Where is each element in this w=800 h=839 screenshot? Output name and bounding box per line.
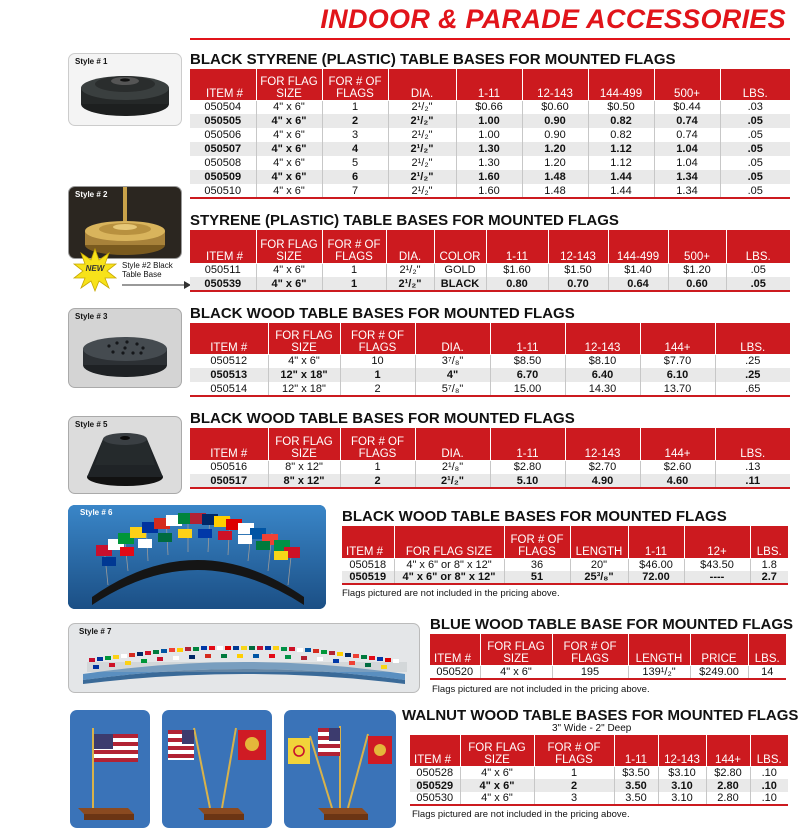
table-cell: 3.50: [614, 792, 658, 805]
table-cell: $3.50: [614, 766, 658, 779]
table-cell: .05: [720, 128, 790, 142]
table-row: [342, 571, 788, 584]
table-cell: .05: [726, 263, 790, 277]
table-cell: .65: [715, 382, 790, 396]
table-cell: 2: [322, 114, 388, 128]
table-cell: 0.64: [608, 277, 668, 291]
price-table-wood-black-c: [342, 526, 788, 585]
table-body: [190, 263, 790, 291]
section-title: BLACK WOOD TABLE BASES FOR MOUNTED FLAGS: [190, 305, 575, 322]
table-row: [190, 354, 790, 368]
col-header: FOR FLAG SIZE: [268, 428, 340, 460]
table-cell: 195: [552, 665, 628, 679]
product-photo-style-5: [68, 416, 182, 494]
table-cell: 3.50: [614, 779, 658, 792]
price-table-wood-blue: [430, 634, 786, 680]
table-cell: 10: [340, 354, 415, 368]
col-header: LBS.: [750, 735, 788, 766]
table-cell: 13.70: [640, 382, 715, 396]
col-header: 1-11: [490, 428, 565, 460]
table-cell: 050519: [342, 571, 394, 584]
product-photo-style-3: [68, 308, 182, 388]
table-row: [410, 779, 788, 792]
col-header: 500+: [654, 69, 720, 100]
table-cell: $1.40: [608, 263, 668, 277]
table-cell: 4" x 6": [256, 170, 322, 184]
table-cell: 1: [322, 100, 388, 114]
table-cell: 050520: [430, 665, 480, 679]
table-cell: 1: [340, 368, 415, 382]
table-cell: .05: [720, 184, 790, 198]
callout-arrow: [120, 280, 192, 290]
product-photo-walnut-triple: [284, 710, 396, 828]
col-header: LBS.: [715, 428, 790, 460]
price-table-wood-black-a: [190, 323, 790, 397]
table-cell: 5.10: [490, 474, 565, 488]
table-cell: .10: [750, 792, 788, 805]
table-row: [190, 142, 790, 156]
price-table-walnut: [410, 735, 788, 806]
table-cell: $2.80: [706, 766, 750, 779]
walnut-base-single-flag-image: [70, 710, 150, 828]
table-cell: 050518: [342, 558, 394, 571]
table-cell: 20": [570, 558, 628, 571]
table-cell: 4" x 6": [460, 766, 534, 779]
product-photo-style-6: [68, 505, 326, 609]
table-cell: 0.82: [588, 128, 654, 142]
table-cell: $7.70: [640, 354, 715, 368]
table-cell: 4" x 6": [256, 114, 322, 128]
table-row: [190, 474, 790, 488]
table-cell: $0.66: [456, 100, 522, 114]
table-cell: 2¹/₂": [388, 170, 456, 184]
table-body: [342, 558, 788, 584]
table-cell: 36: [504, 558, 570, 571]
style-label: Style # 1: [75, 57, 108, 66]
section-title: BLACK WOOD TABLE BASES FOR MOUNTED FLAGS: [190, 410, 575, 427]
table-cell: 1.20: [522, 142, 588, 156]
table-body: [190, 100, 790, 198]
table-cell: BLACK: [434, 277, 486, 291]
table-cell: 3⁷/₈": [415, 354, 490, 368]
col-header: LBS.: [726, 230, 790, 263]
col-header: PRICE: [690, 634, 748, 665]
flag-arch-image: [68, 505, 326, 609]
table-row: [190, 170, 790, 184]
table-cell: 4" x 6": [256, 184, 322, 198]
table-row: [190, 100, 790, 114]
col-header: 144+: [706, 735, 750, 766]
col-header: LBS.: [748, 634, 786, 665]
table-cell: 1.34: [654, 170, 720, 184]
col-header: ITEM #: [190, 428, 268, 460]
col-header: FOR FLAG SIZE: [480, 634, 552, 665]
table-cell: 0.90: [522, 128, 588, 142]
table-row: [190, 277, 790, 291]
price-table-styrene-gold-black: [190, 230, 790, 292]
col-header: FOR # OF FLAGS: [322, 230, 386, 263]
col-header: 144+: [640, 428, 715, 460]
table-cell: 1.44: [588, 184, 654, 198]
col-header: 144-499: [588, 69, 654, 100]
table-cell: 4" x 6": [256, 100, 322, 114]
table-cell: $0.60: [522, 100, 588, 114]
table-cell: 1.48: [522, 170, 588, 184]
table-cell: 050505: [190, 114, 256, 128]
table-cell: 4: [322, 142, 388, 156]
price-table-styrene-black: [190, 69, 790, 199]
table-row: [342, 558, 788, 571]
section-subtitle: 3" Wide - 2" Deep: [552, 723, 632, 734]
table-cell: 4" x 6": [256, 156, 322, 170]
table-cell: 1: [322, 277, 386, 291]
table-cell: 2¹/₂": [386, 263, 434, 277]
disclaimer-note: Flags pictured are not included in the pricing above.: [412, 809, 630, 820]
table-cell: 1.12: [588, 142, 654, 156]
product-photo-style-1: [68, 53, 182, 126]
col-header: DIA.: [415, 428, 490, 460]
table-cell: 0.74: [654, 114, 720, 128]
table-cell: 0.80: [486, 277, 548, 291]
col-header: ITEM #: [342, 526, 394, 558]
col-header: 12-143: [522, 69, 588, 100]
table-cell: 4" x 6": [460, 779, 534, 792]
table-cell: .25: [715, 368, 790, 382]
table-row: [190, 368, 790, 382]
col-header: FOR # OF FLAGS: [552, 634, 628, 665]
table-cell: 12" x 18": [268, 368, 340, 382]
table-cell: 4" x 6": [256, 263, 322, 277]
walnut-base-three-flag-image: [284, 710, 396, 828]
table-cell: 050528: [410, 766, 460, 779]
col-header: 12-143: [565, 428, 640, 460]
col-header: ITEM #: [190, 323, 268, 354]
col-header: FOR # OF FLAGS: [322, 69, 388, 100]
col-header: FOR # OF FLAGS: [534, 735, 614, 766]
table-cell: ----: [684, 571, 750, 584]
table-cell: 2.80: [706, 792, 750, 805]
disclaimer-note: Flags pictured are not included in the pricing above.: [432, 684, 650, 695]
table-cell: $43.50: [684, 558, 750, 571]
table-cell: 050516: [190, 460, 268, 474]
col-header: LBS.: [715, 323, 790, 354]
table-cell: 050539: [190, 277, 256, 291]
col-header: ITEM #: [190, 230, 256, 263]
table-cell: 1.60: [456, 170, 522, 184]
section-title: STYRENE (PLASTIC) TABLE BASES FOR MOUNTED FLAGS: [190, 212, 619, 229]
table-cell: 4" x 6" or 8" x 12": [394, 558, 504, 571]
table-cell: $8.50: [490, 354, 565, 368]
table-cell: 1.00: [456, 114, 522, 128]
table-cell: 0.90: [522, 114, 588, 128]
table-cell: 72.00: [628, 571, 684, 584]
table-cell: $0.50: [588, 100, 654, 114]
table-cell: 3.10: [658, 792, 706, 805]
price-table-wood-black-b: [190, 428, 790, 489]
table-cell: 4" x 6" or 8" x 12": [394, 571, 504, 584]
table-cell: 2¹/₈": [415, 460, 490, 474]
table-cell: 6.70: [490, 368, 565, 382]
section-title: WALNUT WOOD TABLE BASES FOR MOUNTED FLAGS: [402, 707, 799, 724]
col-header: COLOR: [434, 230, 486, 263]
table-cell: 2¹/₂": [415, 474, 490, 488]
table-cell: 2: [340, 474, 415, 488]
table-cell: 6.40: [565, 368, 640, 382]
table-cell: 1.44: [588, 170, 654, 184]
table-cell: $249.00: [690, 665, 748, 679]
style-label: Style # 2: [75, 190, 108, 199]
table-cell: .05: [720, 156, 790, 170]
table-cell: 14.30: [565, 382, 640, 396]
section-title: BLUE WOOD TABLE BASE FOR MOUNTED FLAGS: [430, 616, 794, 633]
style-label: Style # 3: [75, 312, 108, 321]
col-header: ITEM #: [430, 634, 480, 665]
table-cell: 0.74: [654, 128, 720, 142]
table-cell: 2¹/₂": [388, 142, 456, 156]
table-cell: 3: [322, 128, 388, 142]
table-row: [190, 382, 790, 396]
table-cell: 1.48: [522, 184, 588, 198]
table-cell: 3: [534, 792, 614, 805]
table-cell: $2.80: [490, 460, 565, 474]
table-cell: 050514: [190, 382, 268, 396]
table-cell: 050511: [190, 263, 256, 277]
table-cell: 2: [534, 779, 614, 792]
col-header: ITEM #: [410, 735, 460, 766]
table-cell: 6: [322, 170, 388, 184]
callout-text: Style #2 Black Table Base: [122, 261, 173, 279]
section-title: BLACK STYRENE (PLASTIC) TABLE BASES FOR MOUNTED FLAGS: [190, 51, 676, 68]
long-blue-base-image: [69, 624, 419, 692]
table-cell: 1.30: [456, 142, 522, 156]
table-cell: 25³/₈": [570, 571, 628, 584]
table-body: [430, 665, 786, 679]
new-badge: [73, 248, 117, 292]
table-cell: 1.34: [654, 184, 720, 198]
table-cell: 1.20: [522, 156, 588, 170]
table-cell: 4" x 6": [256, 277, 322, 291]
table-cell: .03: [720, 100, 790, 114]
style-label: Style # 5: [75, 420, 108, 429]
table-cell: 1.04: [654, 142, 720, 156]
table-cell: 15.00: [490, 382, 565, 396]
table-cell: .05: [720, 170, 790, 184]
title-rule: [190, 38, 790, 40]
table-cell: 2¹/₂": [388, 128, 456, 142]
table-cell: .05: [726, 277, 790, 291]
table-cell: 12" x 18": [268, 382, 340, 396]
table-cell: 4" x 6": [268, 354, 340, 368]
col-header: 144-499: [608, 230, 668, 263]
col-header: 12+: [684, 526, 750, 558]
product-photo-style-7: [68, 623, 420, 693]
table-cell: $2.60: [640, 460, 715, 474]
table-cell: GOLD: [434, 263, 486, 277]
col-header: 12-143: [565, 323, 640, 354]
col-header: 1-11: [628, 526, 684, 558]
table-cell: $1.60: [486, 263, 548, 277]
table-cell: 0.82: [588, 114, 654, 128]
table-cell: 050529: [410, 779, 460, 792]
col-header: FOR FLAG SIZE: [256, 230, 322, 263]
product-photo-walnut-double: [162, 710, 272, 828]
table-cell: 4.90: [565, 474, 640, 488]
col-header: FOR # OF FLAGS: [340, 323, 415, 354]
table-cell: 1: [322, 263, 386, 277]
table-cell: 050510: [190, 184, 256, 198]
table-cell: 0.60: [668, 277, 726, 291]
col-header: 12-143: [548, 230, 608, 263]
table-cell: 050508: [190, 156, 256, 170]
table-cell: 2.7: [750, 571, 788, 584]
col-header: DIA.: [386, 230, 434, 263]
col-header: ITEM #: [190, 69, 256, 100]
table-cell: 050530: [410, 792, 460, 805]
table-body: [190, 354, 790, 396]
table-cell: 1: [340, 460, 415, 474]
walnut-base-two-flag-image: [162, 710, 272, 828]
table-cell: 2: [340, 382, 415, 396]
table-cell: 7: [322, 184, 388, 198]
col-header: 1-11: [486, 230, 548, 263]
table-cell: .05: [720, 142, 790, 156]
table-cell: 4" x 6": [256, 128, 322, 142]
table-cell: $3.10: [658, 766, 706, 779]
style-label: Style # 6: [80, 508, 113, 517]
table-cell: 14: [748, 665, 786, 679]
table-cell: $0.44: [654, 100, 720, 114]
col-header: FOR # OF FLAGS: [504, 526, 570, 558]
table-row: [190, 263, 790, 277]
table-cell: 2¹/₂": [388, 184, 456, 198]
product-photo-walnut-single: [70, 710, 150, 828]
col-header: LENGTH: [570, 526, 628, 558]
table-row: [190, 184, 790, 198]
col-header: FOR FLAG SIZE: [394, 526, 504, 558]
table-cell: .11: [715, 474, 790, 488]
table-cell: .13: [715, 460, 790, 474]
col-header: DIA.: [415, 323, 490, 354]
table-cell: 1: [534, 766, 614, 779]
table-cell: 2¹/₂": [386, 277, 434, 291]
table-cell: 1.8: [750, 558, 788, 571]
table-cell: 3.10: [658, 779, 706, 792]
table-row: [190, 460, 790, 474]
table-cell: $46.00: [628, 558, 684, 571]
col-header: 500+: [668, 230, 726, 263]
table-cell: 4" x 6": [460, 792, 534, 805]
table-cell: 8" x 12": [268, 460, 340, 474]
table-cell: 2.80: [706, 779, 750, 792]
table-cell: 51: [504, 571, 570, 584]
table-cell: 2¹/₂": [388, 114, 456, 128]
table-cell: 1.00: [456, 128, 522, 142]
table-cell: $1.50: [548, 263, 608, 277]
table-cell: $2.70: [565, 460, 640, 474]
table-cell: 4" x 6": [256, 142, 322, 156]
table-cell: 5⁷/₈": [415, 382, 490, 396]
table-row: [410, 766, 788, 779]
table-cell: 8" x 12": [268, 474, 340, 488]
table-cell: 1.12: [588, 156, 654, 170]
style-label: Style # 7: [79, 627, 112, 636]
col-header: FOR FLAG SIZE: [268, 323, 340, 354]
col-header: LENGTH: [628, 634, 690, 665]
table-cell: 1.04: [654, 156, 720, 170]
table-row: [190, 114, 790, 128]
table-row: [430, 665, 786, 679]
table-cell: .10: [750, 779, 788, 792]
table-cell: 050506: [190, 128, 256, 142]
table-cell: 050512: [190, 354, 268, 368]
col-header: 12-143: [658, 735, 706, 766]
disclaimer-note: Flags pictured are not included in the pricing above.: [342, 588, 560, 599]
table-cell: 4.60: [640, 474, 715, 488]
table-cell: 050504: [190, 100, 256, 114]
col-header: FOR FLAG SIZE: [256, 69, 322, 100]
table-cell: 6.10: [640, 368, 715, 382]
table-body: [410, 766, 788, 805]
table-row: [410, 792, 788, 805]
table-cell: .05: [720, 114, 790, 128]
table-cell: 050507: [190, 142, 256, 156]
table-cell: 4" x 6": [480, 665, 552, 679]
col-header: DIA.: [388, 69, 456, 100]
table-cell: 2¹/₂": [388, 156, 456, 170]
new-badge-label: NEW: [85, 264, 105, 273]
col-header: 1-11: [614, 735, 658, 766]
col-header: FOR FLAG SIZE: [460, 735, 534, 766]
col-header: LBS.: [750, 526, 788, 558]
table-cell: 0.70: [548, 277, 608, 291]
page-title: INDOOR & PARADE ACCESSORIES: [320, 4, 786, 34]
section-title: BLACK WOOD TABLE BASES FOR MOUNTED FLAGS: [342, 508, 727, 525]
table-row: [190, 128, 790, 142]
table-cell: 1.60: [456, 184, 522, 198]
col-header: 1-11: [456, 69, 522, 100]
col-header: FOR # OF FLAGS: [340, 428, 415, 460]
table-row: [190, 156, 790, 170]
table-cell: 139¹/₂": [628, 665, 690, 679]
table-cell: 1.30: [456, 156, 522, 170]
table-cell: 5: [322, 156, 388, 170]
col-header: 144+: [640, 323, 715, 354]
table-cell: $8.10: [565, 354, 640, 368]
table-cell: .25: [715, 354, 790, 368]
table-cell: 2¹/₂": [388, 100, 456, 114]
table-cell: 050513: [190, 368, 268, 382]
table-body: [190, 460, 790, 488]
table-cell: $1.20: [668, 263, 726, 277]
col-header: 1-11: [490, 323, 565, 354]
col-header: LBS.: [720, 69, 790, 100]
table-cell: 050517: [190, 474, 268, 488]
table-cell: 4": [415, 368, 490, 382]
table-cell: 050509: [190, 170, 256, 184]
table-cell: .10: [750, 766, 788, 779]
